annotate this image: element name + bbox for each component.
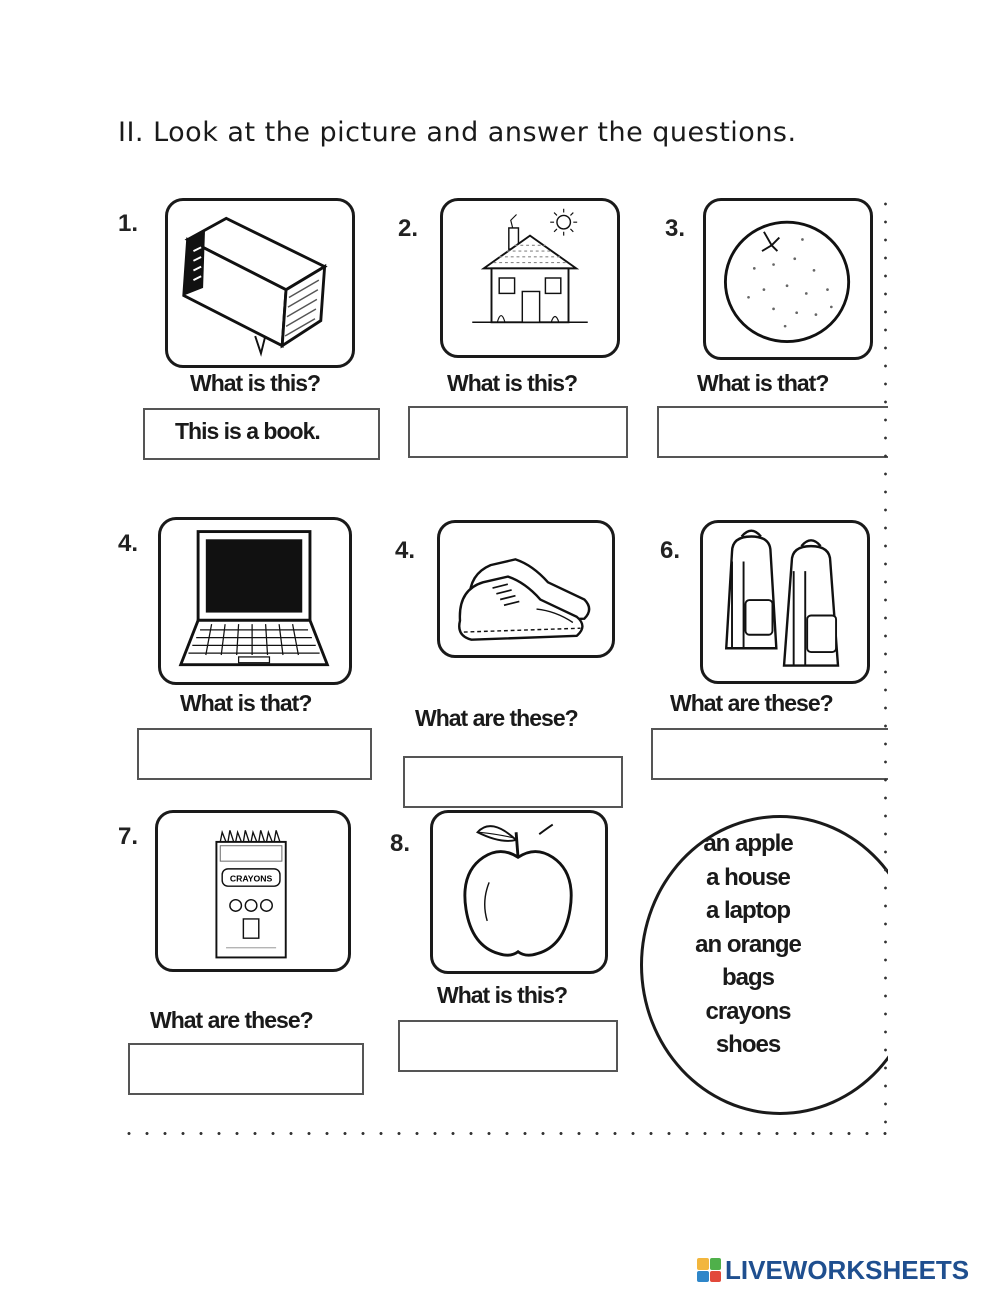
laptop-icon: [161, 520, 349, 682]
item-1-question: What is this?: [190, 370, 321, 396]
word-bank-item: shoes: [715, 1031, 781, 1058]
apple-icon: [433, 813, 605, 971]
word-bank-item: a house: [706, 863, 790, 891]
shoes-icon: [440, 523, 612, 655]
word-bank-item: crayons: [705, 997, 791, 1025]
laptop-picture: [158, 517, 352, 685]
item-6-number: 6.: [660, 537, 681, 564]
vertical-dotted-border: [884, 195, 887, 1135]
item-8-number: 8.: [390, 830, 411, 857]
item-2-number: 2.: [398, 215, 419, 242]
item-7-question: What are these?: [150, 1007, 313, 1033]
word-bank: [640, 815, 920, 1115]
item-3-answer-field[interactable]: [657, 406, 897, 458]
house-picture: [440, 198, 620, 358]
crayons-picture: [155, 810, 351, 972]
item-5-number: 4.: [395, 537, 416, 564]
crayon-box-label: CRAYONS: [229, 873, 273, 884]
page-edge-mask: [888, 0, 1000, 1140]
book-picture: [165, 198, 355, 368]
item-1-answer-field[interactable]: This is a book.: [143, 408, 380, 460]
backpacks-icon: [703, 523, 867, 681]
item-8-question: What is this?: [437, 982, 568, 1008]
item-5-answer-field[interactable]: [403, 756, 623, 808]
liveworksheets-logo-icon: [697, 1258, 721, 1282]
item-4-number: 4.: [118, 530, 139, 557]
item-1-number: 1.: [118, 210, 139, 237]
book-icon: [168, 201, 352, 365]
item-4-answer-field[interactable]: [137, 728, 372, 780]
word-bank-item: a laptop: [705, 897, 790, 924]
item-6-question: What are these?: [670, 690, 833, 716]
item-7-number: 7.: [118, 823, 139, 850]
shoes-picture: [437, 520, 615, 658]
horizontal-dotted-border: [120, 1132, 890, 1135]
item-3-question: What is that?: [697, 370, 829, 396]
item-5-question: What are these?: [415, 705, 578, 731]
apple-picture: [430, 810, 608, 974]
house-icon: [443, 201, 617, 355]
item-2-answer-field[interactable]: [408, 406, 628, 458]
word-bank-list: [640, 827, 856, 1062]
item-7-answer-field[interactable]: [128, 1043, 364, 1095]
item-2-question: What is this?: [447, 370, 578, 396]
item-6-answer-field[interactable]: [651, 728, 896, 780]
crayons-icon: [158, 813, 348, 969]
item-8-answer-field[interactable]: [398, 1020, 618, 1072]
liveworksheets-logo: [697, 1255, 969, 1285]
orange-icon: [706, 201, 870, 357]
word-bank-item: bags: [721, 964, 774, 991]
item-3-number: 3.: [665, 215, 686, 242]
item-4-question: What is that?: [180, 690, 312, 716]
worksheet-title: II. Look at the picture and answer the questions.: [118, 117, 797, 148]
orange-picture: [703, 198, 873, 360]
backpacks-picture: [700, 520, 870, 684]
word-bank-item: an apple: [703, 830, 793, 857]
brand-name: LIVEWORKSHEETS: [725, 1254, 970, 1285]
word-bank-item: an orange: [695, 930, 801, 958]
